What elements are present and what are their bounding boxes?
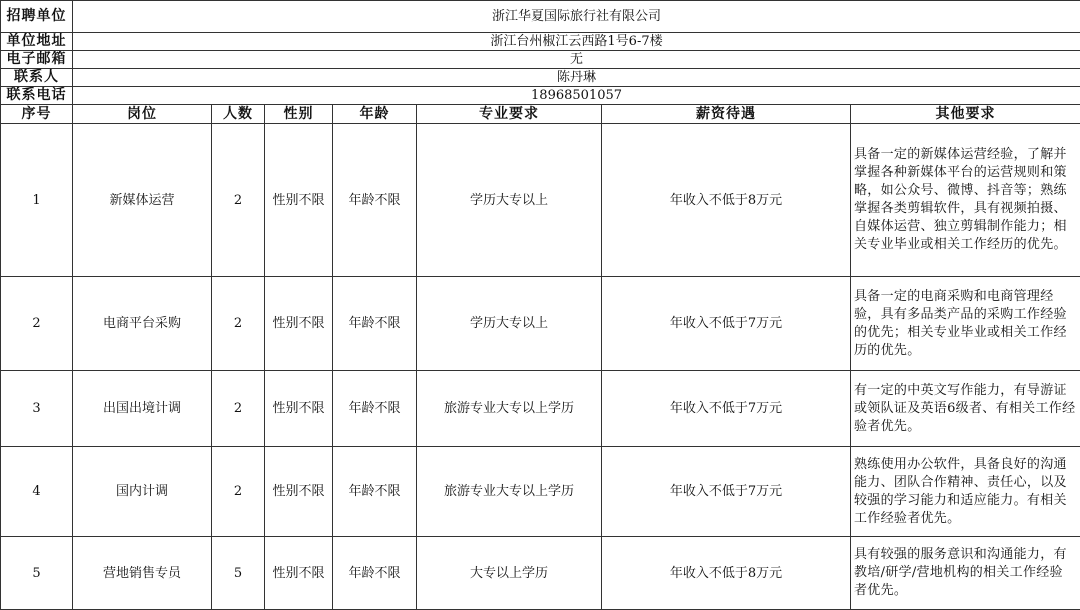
row-position: 营地销售专员 bbox=[73, 537, 212, 610]
address-label: 单位地址 bbox=[1, 33, 73, 51]
row-seq: 4 bbox=[1, 447, 73, 537]
row-salary: 年收入不低于7万元 bbox=[602, 371, 851, 447]
email-label: 电子邮箱 bbox=[1, 51, 73, 69]
header-salary: 薪资待遇 bbox=[602, 105, 851, 124]
row-position: 出国出境计调 bbox=[73, 371, 212, 447]
row-major: 学历大专以上 bbox=[417, 277, 602, 371]
contact-label: 联系人 bbox=[1, 69, 73, 87]
contact-value: 陈丹琳 bbox=[73, 69, 1080, 87]
row-position: 国内计调 bbox=[73, 447, 212, 537]
table-row bbox=[1, 447, 1080, 537]
row-major: 旅游专业大专以上学历 bbox=[417, 371, 602, 447]
row-other: 熟练使用办公软件，具备良好的沟通能力、团队合作精神、责任心，以及较强的学习能力和适应能力。有相关工作经验者优先。 bbox=[851, 447, 1080, 537]
table-row bbox=[1, 124, 1080, 277]
header-age: 年龄 bbox=[333, 105, 417, 124]
row-other: 具备一定的新媒体运营经验，了解并掌握各种新媒体平台的运营规则和策略，如公众号、微博、抖音等；熟练掌握各类剪辑软件，具有视频拍摄、自媒体运营、独立剪辑制作能力；相关专业毕业或相关工作经历的优先。 bbox=[851, 124, 1080, 277]
header-row bbox=[1, 105, 1080, 124]
email-value: 无 bbox=[73, 51, 1080, 69]
row-count: 5 bbox=[212, 537, 265, 610]
row-age: 年龄不限 bbox=[333, 447, 417, 537]
row-position: 电商平台采购 bbox=[73, 277, 212, 371]
table-row bbox=[1, 371, 1080, 447]
row-count: 2 bbox=[212, 447, 265, 537]
info-row-unit bbox=[1, 1, 1080, 33]
row-salary: 年收入不低于8万元 bbox=[602, 537, 851, 610]
row-seq: 2 bbox=[1, 277, 73, 371]
row-age: 年龄不限 bbox=[333, 371, 417, 447]
table-row bbox=[1, 277, 1080, 371]
phone-value: 18968501057 bbox=[73, 87, 1080, 105]
row-other: 有一定的中英文写作能力，有导游证或领队证及英语6级者、有相关工作经验者优先。 bbox=[851, 371, 1080, 447]
table-row bbox=[1, 537, 1080, 610]
header-count: 人数 bbox=[212, 105, 265, 124]
row-gender: 性别不限 bbox=[265, 124, 333, 277]
unit-label: 招聘单位 bbox=[1, 1, 73, 33]
row-age: 年龄不限 bbox=[333, 537, 417, 610]
header-other: 其他要求 bbox=[851, 105, 1080, 124]
row-seq: 1 bbox=[1, 124, 73, 277]
row-count: 2 bbox=[212, 277, 265, 371]
row-age: 年龄不限 bbox=[333, 124, 417, 277]
header-gender: 性别 bbox=[265, 105, 333, 124]
row-major: 旅游专业大专以上学历 bbox=[417, 447, 602, 537]
row-gender: 性别不限 bbox=[265, 537, 333, 610]
row-major: 学历大专以上 bbox=[417, 124, 602, 277]
row-seq: 3 bbox=[1, 371, 73, 447]
row-salary: 年收入不低于8万元 bbox=[602, 124, 851, 277]
header-seq: 序号 bbox=[1, 105, 73, 124]
row-count: 2 bbox=[212, 371, 265, 447]
info-row-email bbox=[1, 51, 1080, 69]
row-gender: 性别不限 bbox=[265, 447, 333, 537]
phone-label: 联系电话 bbox=[1, 87, 73, 105]
row-other: 具有较强的服务意识和沟通能力，有教培/研学/营地机构的相关工作经验者优先。 bbox=[851, 537, 1080, 610]
row-gender: 性别不限 bbox=[265, 371, 333, 447]
row-gender: 性别不限 bbox=[265, 277, 333, 371]
row-seq: 5 bbox=[1, 537, 73, 610]
header-position: 岗位 bbox=[73, 105, 212, 124]
row-other: 具备一定的电商采购和电商管理经验，具有多品类产品的采购工作经验的优先；相关专业毕业或相关工作经历的优先。 bbox=[851, 277, 1080, 371]
unit-value: 浙江华夏国际旅行社有限公司 bbox=[73, 1, 1080, 33]
info-row-address bbox=[1, 33, 1080, 51]
info-row-contact bbox=[1, 69, 1080, 87]
address-value: 浙江台州椒江云西路1号6-7楼 bbox=[73, 33, 1080, 51]
row-major: 大专以上学历 bbox=[417, 537, 602, 610]
row-position: 新媒体运营 bbox=[73, 124, 212, 277]
info-row-phone bbox=[1, 87, 1080, 105]
row-salary: 年收入不低于7万元 bbox=[602, 447, 851, 537]
row-age: 年龄不限 bbox=[333, 277, 417, 371]
row-count: 2 bbox=[212, 124, 265, 277]
row-salary: 年收入不低于7万元 bbox=[602, 277, 851, 371]
header-major: 专业要求 bbox=[417, 105, 602, 124]
